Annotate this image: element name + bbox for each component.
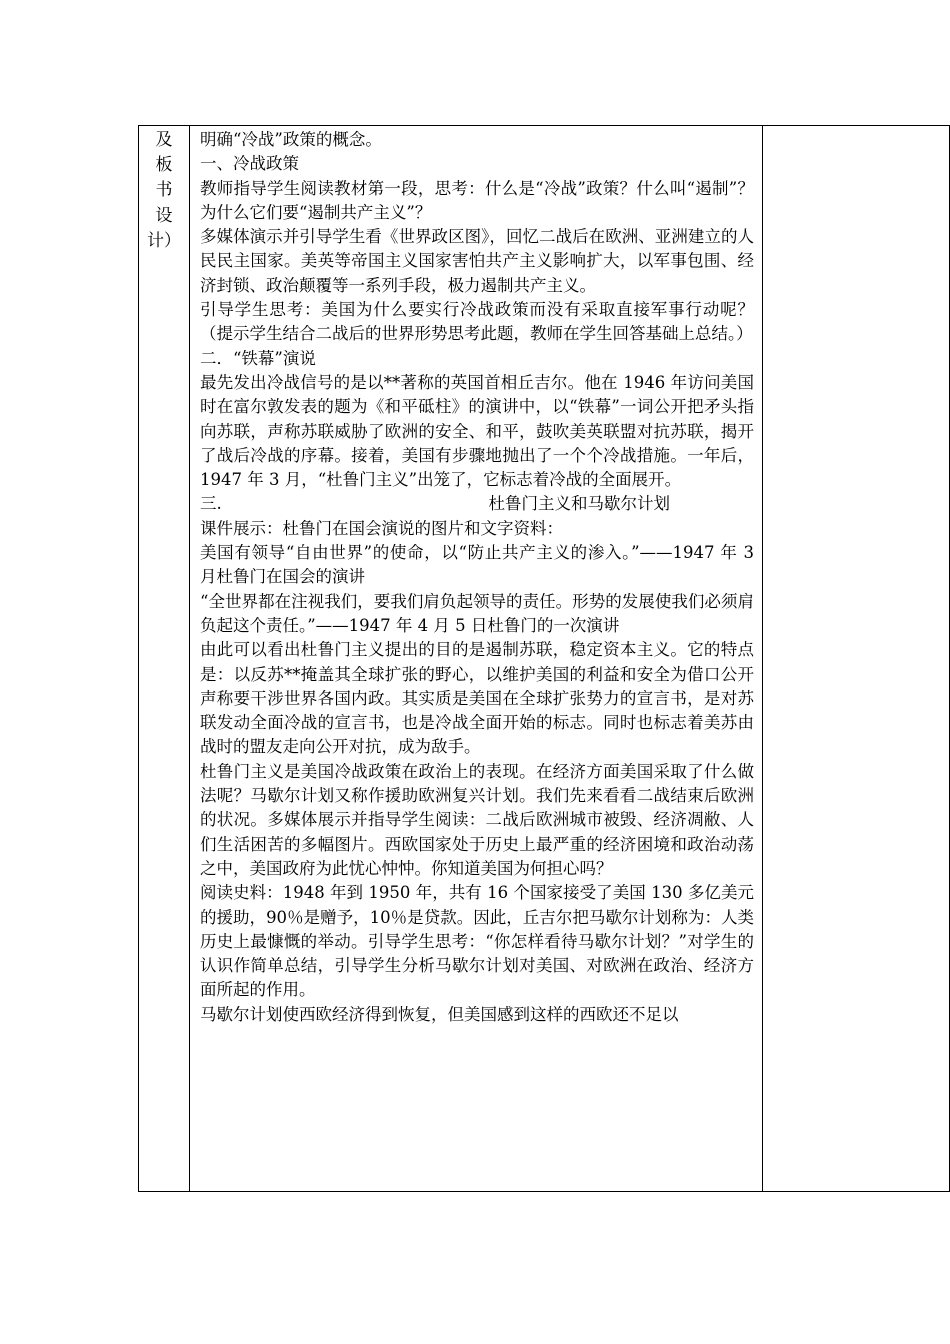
side-label-char: 板 (155, 155, 173, 176)
paragraph: “全世界都在注视我们，要我们肩负起领导的责任。形势的发展使我们必须肩负起这个责任。”——1947 年 4 月 5 日杜鲁门的一次演讲 (200, 591, 754, 635)
side-label (139, 126, 189, 254)
table-row (139, 126, 950, 1192)
paragraph: 课件展示：杜鲁门在国会演说的图片和文字资料： (200, 518, 563, 538)
section-heading-2: 二．“铁幕”演说 (200, 348, 316, 368)
section-heading-3-text: 杜鲁门主义和马歇尔计划 (488, 494, 670, 514)
section-heading-1: 一、冷战政策 (200, 154, 299, 174)
lesson-plan-table (138, 125, 950, 1192)
section-heading-3 (200, 492, 754, 516)
intro-line: 明确“冷战”政策的概念。 (200, 130, 382, 149)
paragraph: 美国有领导“自由世界”的使命，以“防止共产主义的渗入。”——1947 年 3 月杜鲁门在国会的演讲 (200, 543, 760, 587)
content-cell (190, 126, 763, 1192)
paragraph: 阅读史料：1948 年到 1950 年，共有 16 个国家接受了美国 130 多亿美元的援助，90％是赠予，10％是贷款。因此，丘吉尔把马歇尔计划称为：人类历史上最慷慨的举动。引导学生思考：“你怎样看待马歇尔计划？”对学生的认识作简单总结，引导学生分析马歇尔计划对美国、对欧洲在政治、经济方面所起的作用。 (200, 883, 754, 1000)
notes-cell (763, 126, 950, 1192)
paragraph: 杜鲁门主义是美国冷战政策在政治上的表现。在经济方面美国采取了什么做法呢？马歇尔计划又称作援助欧洲复兴计划。我们先来看看二战结束后欧洲的状况。多媒体展示并指导学生阅读：二战后欧洲城市被毁、经济凋敝、人们生活困苦的多幅图片。西欧国家处于历史上最严重的经济困境和政治动荡之中，美国政府为此忧心忡忡。你知道美国为何担心吗？ (200, 761, 754, 878)
paragraph: 教师指导学生阅读教材第一段，思考：什么是“冷战”政策？什么叫“遏制”？为什么它们要“遏制共产主义”？ (200, 178, 754, 222)
side-label-char: 及 (155, 130, 173, 150)
side-label-char: 书 (155, 180, 173, 201)
paragraph: 最先发出冷战信号的是以**著称的英国首相丘吉尔。他在 1946 年访问美国时在富尔敦发表的题为《和平砥柱》的演讲中，以“铁幕”一词公开把矛头指向苏联，声称苏联威胁了欧洲的安全、和平，鼓吹美英联盟对抗苏联，揭开了战后冷战的序幕。接着，美国有步骤地抛出了一个个冷战措施。一年后，1947 年 3 月，“杜鲁门主义”出笼了，它标志着冷战的全面展开。 (200, 372, 754, 490)
section-heading-3-number: 三. (200, 494, 222, 514)
paragraph: 引导学生思考：美国为什么要实行冷战政策而没有采取直接军事行动呢？（提示学生结合二战后的世界形势思考此题，教师在学生回答基础上总结。） (200, 300, 754, 344)
paragraph: 多媒体演示并引导学生看《世界政区图》，回忆二战后在欧洲、亚洲建立的人民民主国家。美英等帝国主义国家害怕共产主义影响扩大，以军事包围、经济封锁、政治颠覆等一系列手段，极力遏制共产主义。 (200, 227, 754, 295)
lesson-content (190, 126, 762, 1027)
side-label-char: 设 (155, 205, 173, 226)
paragraph: 马歇尔计划使西欧经济得到恢复，但美国感到这样的西欧还不足以 (200, 1004, 679, 1024)
side-label-char: 计） (147, 230, 181, 251)
side-label-cell (139, 126, 190, 1192)
paragraph: 由此可以看出杜鲁门主义提出的目的是遏制苏联，稳定资本主义。它的特点是：以反苏**掩盖其全球扩张的野心，以维护美国的利益和安全为借口公开声称要干涉世界各国内政。其实质是美国在全球扩张势力的宣言书，是对苏联发动全面冷战的宣言书，也是冷战全面开始的标志。同时也标志着美苏由战时的盟友走向公开对抗，成为敌手。 (200, 640, 754, 757)
